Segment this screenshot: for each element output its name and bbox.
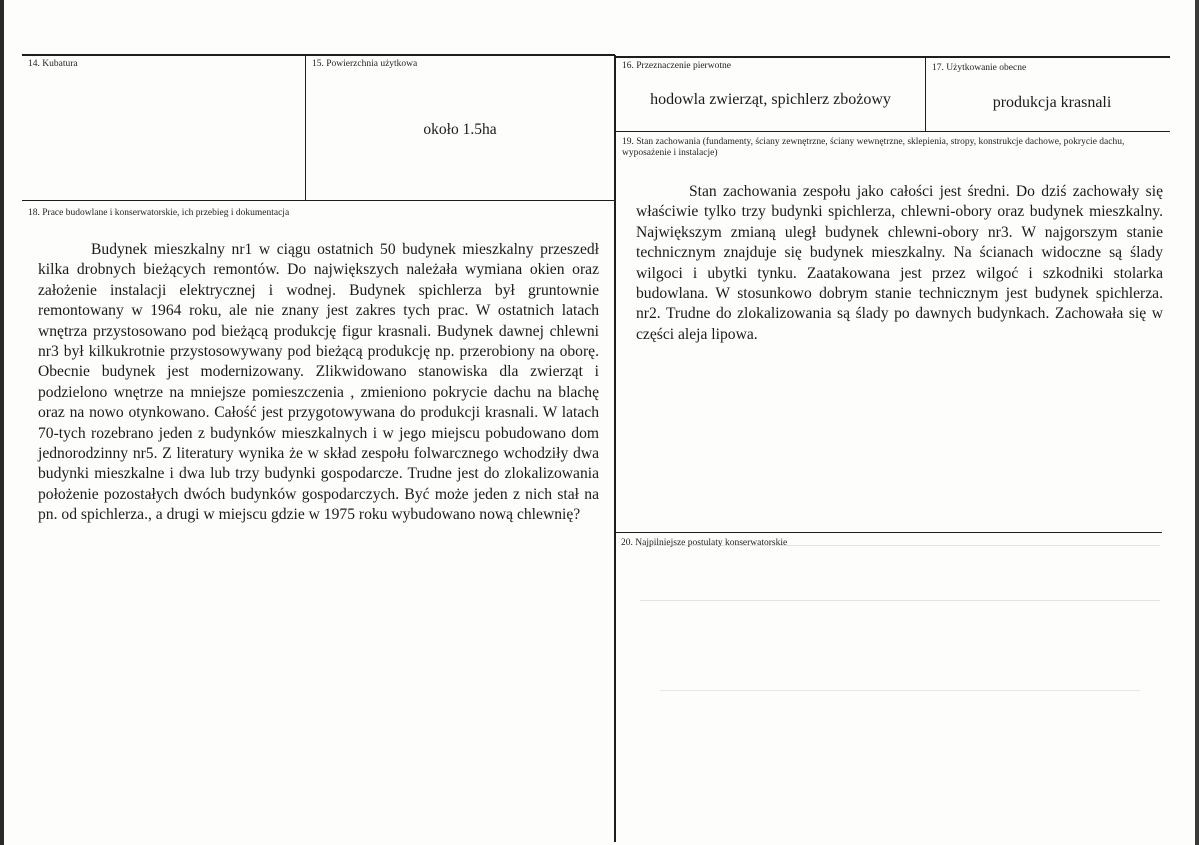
- field-17-label: 17. Użytkowanie obecne: [932, 63, 1027, 73]
- field-15-label: 15. Powierzchnia użytkowa: [312, 59, 418, 69]
- rule-above-19: [615, 131, 1170, 132]
- field-18-paragraph: Budynek mieszkalny nr1 w ciągu ostatnich 50 budynek mieszkalny przeszedł kilka drobnych bieżących remontów. Do największych należała wymiana okien oraz założenie instalacji elektrycznej i wodnej. Budynek spichlerza był gruntownie remontowany w 1964 roku, ale nie znany jest zakres tych prac. W ostatnich latach wnętrza przystosowano pod bieżącą produkcję figur krasnali. Budynek dawnej chlewni nr3 był kilkukrotnie przystosowywany pod bieżącą produkcję np. przerobiony na oborę. Obecnie budynek jest modernizowany. Zlikwidowano stanowiska dla zwierząt i podzielono wnętrze na mniejsze pomieszczenia , zmieniono pokrycie dachu na blachę oraz na nowo otynkowano. Całość jest przygotowywana do produkcji krasnali. W latach 70-tych rozebrano jeden z budynków mieszkalnych i w jego miejscu pobudowano dom jednorodzinny nr5. Z literatury wynika że w skład zespołu folwarcznego wchodziły dwa budynki mieszkalne i dwa lub trzy budynki gospodarcze. Trudne jest do zlokalizowania położenie pozostałych dwóch budynków gospodarczych. Być może jeden z nich stał na pn. od spichlerza., a drugi w miejscu gdzie w 1975 roku wybudowano nową chlewnię?: [38, 241, 599, 524]
- scan-border-left: [0, 0, 4, 845]
- top-rule-right: [615, 56, 1170, 58]
- field-18-text: [38, 240, 599, 526]
- field-20-label: 20. Najpilniejsze postulaty konserwatorskie: [621, 538, 788, 548]
- field-19-text: [636, 182, 1163, 345]
- field-16-label: 16. Przeznaczenie pierwotne: [622, 61, 731, 71]
- field-16-value: hodowla zwierząt, spichlerz zbożowy: [650, 91, 891, 108]
- field-19-label: 19. Stan zachowania (fundamenty, ściany zewnętrzne, ściany wewnętrzne, sklepienia, stropy, konstrukcje dachowe, pokrycie dachu, wyposażenie i instalacje): [622, 137, 1125, 158]
- field-14-label: 14. Kubatura: [28, 59, 78, 69]
- rule-above-20: [615, 532, 1162, 533]
- scan-border-right: [1195, 0, 1199, 845]
- center-divider: [614, 55, 616, 842]
- top-rule-left: [22, 54, 615, 56]
- field-19-paragraph: Stan zachowania zespołu jako całości jest średni. Do dziś zachowały się właściwie tylko trzy budynki spichlerza, chlewni-obory oraz budynek mieszkalny. Największym zmianą uległ budynek chlewni-obory nr3. W najgorszym stanie technicznym znajduje się budynek mieszkalny. Na ścianach widoczne są ślady wilgoci i ubytki tynku. Zaatakowana jest przez wilgoć i szkodniki stolarka budowlana. W stosunkowo dobrym stanie technicznym jest budynek spichlerza. nr2. Trudne do zlokalizowania są ślady po dawnych budynkach. Zachowała się w części aleja lipowa.: [636, 183, 1163, 343]
- bleed-through-line: [640, 600, 1160, 601]
- bleed-through-line: [660, 690, 1140, 691]
- rule-above-18: [22, 200, 615, 201]
- field-18-label: 18. Prace budowlane i konserwatorskie, ich przebieg i dokumentacja: [28, 208, 290, 218]
- field-17-value: produkcja krasnali: [992, 94, 1112, 111]
- field-15-value: około 1.5ha: [423, 121, 497, 138]
